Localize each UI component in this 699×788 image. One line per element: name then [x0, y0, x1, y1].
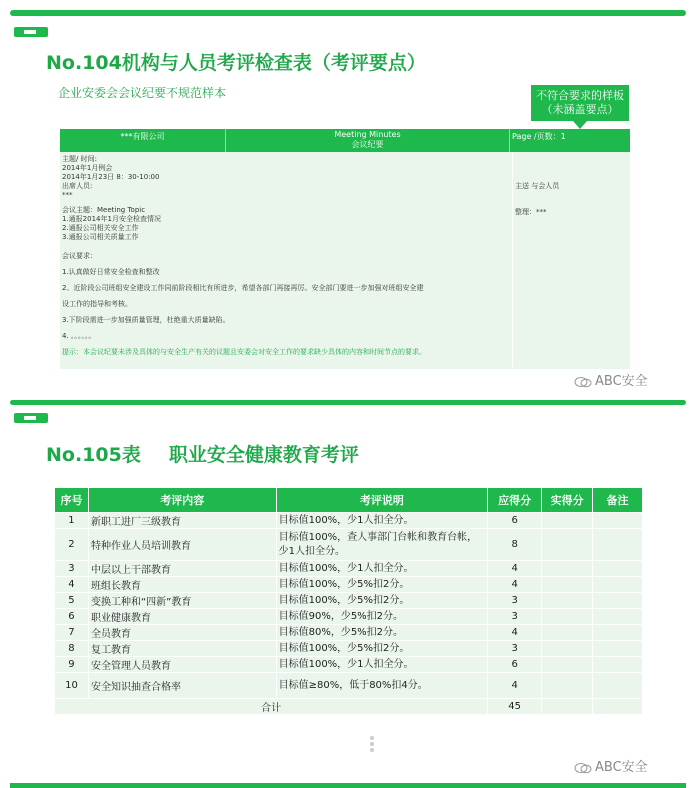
cell-content: 安全知识抽查合格率 — [88, 673, 276, 699]
cell-no: 8 — [55, 641, 89, 657]
top-accent-bar — [10, 10, 686, 16]
minutes-header — [60, 129, 630, 152]
table-row — [55, 577, 643, 593]
table-row — [55, 561, 643, 577]
requirement-item: 4. 。。。。。。 — [62, 332, 96, 340]
table-row — [55, 657, 643, 673]
cell-remark[interactable] — [593, 513, 643, 529]
col-header-should: 应得分 — [488, 488, 542, 513]
table-row — [55, 609, 643, 625]
cell-content: 特种作业人员培训教育 — [88, 529, 276, 561]
col-header-desc: 考评说明 — [276, 488, 488, 513]
cell-remark[interactable] — [593, 625, 643, 641]
slide2-title-number: No.105表 — [46, 444, 141, 466]
cell-should: 3 — [488, 609, 542, 625]
slide1-title: No.104机构与人员考评检查表（考评要点） — [46, 52, 426, 74]
minutes-hint: 提示：本会议纪要未涉及具体的与安全生产有关的议题且安委会对安全工作的要求缺少具体的内容和时间节点的要求。 — [62, 348, 426, 356]
table-row — [55, 593, 643, 609]
education-evaluation-table — [54, 487, 643, 715]
total-value: 45 — [488, 699, 542, 715]
table-row — [55, 513, 643, 529]
page-indicator — [370, 734, 376, 754]
cell-no: 10 — [55, 673, 89, 699]
cell-desc: 目标值100%，少1人扣全分。 — [276, 561, 488, 577]
topic-date: 2014年1月23日 8：30-10:00 — [62, 173, 160, 181]
cell-actual[interactable] — [542, 673, 593, 699]
callout-note: 不符合要求的样板（未涵盖要点） — [531, 85, 629, 121]
cell-should: 3 — [488, 641, 542, 657]
requirement-item: 设工作的指导和考核。 — [62, 300, 132, 308]
cell-should: 4 — [488, 561, 542, 577]
slide-tag-icon — [14, 413, 48, 423]
total-label: 合计 — [55, 699, 488, 715]
table-header-row — [55, 488, 643, 513]
cell-actual[interactable] — [542, 529, 593, 561]
recorder-label: 整理：*** — [515, 208, 547, 216]
requirements-label: 会议要求： — [62, 252, 97, 260]
minutes-title-cn: 会议纪要 — [351, 140, 384, 149]
cell-actual[interactable] — [542, 513, 593, 529]
cell-no: 3 — [55, 561, 89, 577]
cell-content: 中层以上干部教育 — [88, 561, 276, 577]
cell-content: 复工教育 — [88, 641, 276, 657]
minutes-right-column — [512, 152, 630, 367]
cell-should: 4 — [488, 625, 542, 641]
requirement-item: 2、近阶段公司班组安全建设工作同前阶段相比有所进步，希望各部门再接再厉。安全部门要进一步加强对班组安全建 — [62, 284, 424, 292]
cell-actual[interactable] — [542, 625, 593, 641]
cell-should: 6 — [488, 657, 542, 673]
cell-remark[interactable] — [593, 699, 643, 715]
cell-actual[interactable] — [542, 577, 593, 593]
slide1-subtitle: 企业安委会会议纪要不规范样本 — [58, 86, 227, 100]
cell-no: 4 — [55, 577, 89, 593]
cell-remark[interactable] — [593, 529, 643, 561]
col-header-remark: 备注 — [593, 488, 643, 513]
cell-remark[interactable] — [593, 657, 643, 673]
table-row — [55, 625, 643, 641]
cell-no: 6 — [55, 609, 89, 625]
table-row — [55, 673, 643, 699]
cell-no: 2 — [55, 529, 89, 561]
cell-desc: 目标值80%，少5%扣2分。 — [276, 625, 488, 641]
cell-desc: 目标值≥80%，低于80%扣4分。 — [276, 673, 488, 699]
watermark — [574, 370, 648, 389]
cell-content: 变换工种和“四新”教育 — [88, 593, 276, 609]
cell-no: 1 — [55, 513, 89, 529]
cell-should: 3 — [488, 593, 542, 609]
minutes-title — [226, 129, 510, 152]
topic-line: 2014年1月例会 — [62, 164, 113, 172]
table-row — [55, 641, 643, 657]
slide-divider — [10, 400, 686, 405]
minutes-title-en: Meeting Minutes — [334, 130, 401, 139]
col-header-no: 序号 — [55, 488, 89, 513]
cell-remark[interactable] — [593, 673, 643, 699]
wechat-icon — [574, 762, 592, 774]
cell-remark[interactable] — [593, 593, 643, 609]
meeting-topic-label: 会议主题：Meeting Topic — [62, 206, 146, 214]
table-total-row — [55, 699, 643, 715]
cell-desc: 目标值100%，少1人扣全分。 — [276, 657, 488, 673]
cell-actual[interactable] — [542, 699, 593, 715]
meeting-minutes-sample — [60, 129, 630, 369]
cell-desc: 目标值100%，少5%扣2分。 — [276, 641, 488, 657]
minutes-page: Page /页数：1 — [512, 132, 566, 141]
cell-should: 8 — [488, 529, 542, 561]
slide2-title — [46, 440, 359, 467]
cell-actual[interactable] — [542, 609, 593, 625]
cell-actual[interactable] — [542, 561, 593, 577]
minutes-company: ***有限公司 — [60, 129, 226, 152]
attendees-label: 出席人员: — [62, 182, 93, 190]
cell-actual[interactable] — [542, 641, 593, 657]
cell-desc: 目标值100%，少1人扣全分。 — [276, 513, 488, 529]
requirement-item: 1.认真做好日常安全检查和整改 — [62, 268, 160, 276]
cell-should: 4 — [488, 577, 542, 593]
cell-actual[interactable] — [542, 657, 593, 673]
topic-time-label: 主题/ 时间: — [62, 155, 97, 163]
cell-no: 7 — [55, 625, 89, 641]
cell-remark[interactable] — [593, 609, 643, 625]
topic-item: 1.通报2014年1月安全检查情况 — [62, 215, 161, 223]
table-row — [55, 529, 643, 561]
col-header-content: 考评内容 — [88, 488, 276, 513]
cell-content: 职业健康教育 — [88, 609, 276, 625]
cell-desc: 目标值100%，少5%扣2分。 — [276, 577, 488, 593]
wechat-icon — [574, 376, 592, 388]
cell-desc: 目标值90%，少5%扣2分。 — [276, 609, 488, 625]
slide2-title-text: 职业安全健康教育考评 — [168, 444, 359, 466]
cell-content: 班组长教育 — [88, 577, 276, 593]
cell-desc: 目标值100%，少5%扣2分。 — [276, 593, 488, 609]
slide-tag-icon — [14, 27, 48, 37]
cell-content: 安全管理人员教育 — [88, 657, 276, 673]
cell-actual[interactable] — [542, 593, 593, 609]
cc-label: 主送 与会人员 — [515, 182, 560, 190]
cell-should: 6 — [488, 513, 542, 529]
cell-should: 4 — [488, 673, 542, 699]
cell-desc: 目标值100%，查人事部门台帐和教育台帐，少1人扣全分。 — [276, 529, 488, 561]
cell-no: 9 — [55, 657, 89, 673]
cell-remark[interactable] — [593, 561, 643, 577]
requirement-item: 3.下阶段需进一步加强质量管理，杜绝重大质量缺陷。 — [62, 316, 230, 324]
cell-remark[interactable] — [593, 641, 643, 657]
topic-item: 3.通报公司相关质量工作 — [62, 233, 139, 241]
watermark — [574, 756, 648, 775]
cell-content: 全员教育 — [88, 625, 276, 641]
col-header-actual: 实得分 — [542, 488, 593, 513]
cell-no: 5 — [55, 593, 89, 609]
cell-remark[interactable] — [593, 577, 643, 593]
topic-item: 2.通报公司相关安全工作 — [62, 224, 139, 232]
watermark-text: ABC安全 — [595, 374, 648, 389]
bottom-accent-bar — [10, 783, 686, 788]
watermark-text: ABC安全 — [595, 760, 648, 775]
cell-content: 新职工进厂三级教育 — [88, 513, 276, 529]
attendees-value: *** — [62, 191, 73, 199]
